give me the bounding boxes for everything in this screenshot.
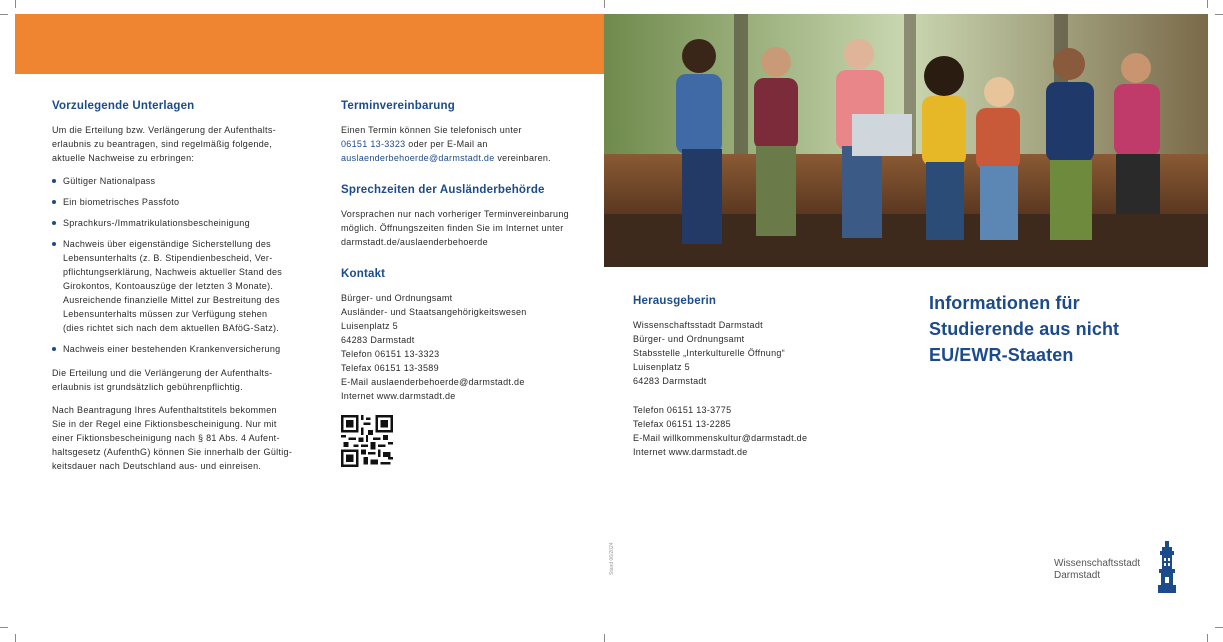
text-line: Ausreichende finanzielle Mittel zur Bestreitung des [63,295,280,305]
city-logo-text [1054,558,1140,582]
title-line: EU/EWR-Staaten [929,345,1074,365]
text-line: Sie in der Regel eine Fiktionsbescheinigung. Nur mit [52,419,277,429]
fold-mark [604,0,605,8]
documents-heading: Vorzulegende Unterlagen [52,100,195,112]
text-line: erlaubnis ist grundsätzlich gebührenpflichtig. [52,382,243,392]
text-line: Stabsstelle „Interkulturelle Öffnung“ [633,348,786,358]
list-item [52,237,302,335]
crop-mark [15,0,16,8]
text-line: erlaubnis zu beantragen, sind regelmäßig folgende, [52,139,273,149]
text-line: Ausländer- und Staatsangehörigkeitswesen [341,307,527,317]
text-line: Nachweis einer bestehenden Krankenversicherung [63,344,281,354]
documents-list [52,174,302,356]
crop-mark [1215,14,1223,15]
list-item [52,342,302,356]
text-line: Um die Erteilung bzw. Verlängerung der Aufenthalts- [52,125,276,135]
logo-line: Darmstadt [1054,570,1101,581]
text-line: Bürger- und Ordnungsamt [341,293,453,303]
title-line: Informationen für [929,293,1080,313]
text-line: Wissenschaftsstadt Darmstadt [633,320,763,330]
text-line: Telefon 06151 13-3775 [633,405,732,415]
appointment-heading: Terminvereinbarung [341,100,455,112]
crop-mark [0,14,8,15]
text-line: E-Mail willkommenskultur@darmstadt.de [633,433,808,443]
text-line: aktuelle Nachweise zu erbringen: [52,153,195,163]
logo-line: Wissenschaftsstadt [1054,558,1141,569]
text-line: Telefon 06151 13-3323 [341,349,440,359]
text-line: Luisenplatz 5 [633,362,690,372]
text-line: Lebensunterhalts müssen zur Verfügung stehen [63,309,268,319]
crop-mark [1207,634,1208,642]
text-line: E-Mail auslaenderbehoerde@darmstadt.de [341,377,525,387]
text-line: (dies richtet sich nach dem aktuellen BAföG-Satz). [63,323,280,333]
text-line: Nachweis über eigenständige Sicherstellung des [63,239,271,249]
text-line: 64283 Darmstadt [633,376,707,386]
contact-address [341,291,591,403]
text-line: 64283 Darmstadt [341,335,415,345]
text-line: Vorsprachen nur nach vorheriger Terminvereinbarung [341,209,569,219]
text-line: Telefax 06151 13-2285 [633,419,731,429]
text-line: einer Fiktionsbescheinigung nach § 81 Abs. 4 Aufent- [52,433,280,443]
text-line: Einen Termin können Sie telefonisch unter [341,125,522,135]
text-line: Sprachkurs-/Immatrikulationsbescheinigung [63,218,250,228]
crop-mark [0,627,8,628]
text-line: Telefax 06151 13-3589 [341,363,439,373]
contact-heading: Kontakt [341,268,386,280]
office-hours-heading: Sprechzeiten der Ausländerbehörde [341,184,545,196]
text-line: Luisenplatz 5 [341,321,398,331]
office-hours-text [341,207,591,249]
text-line: Nach Beantragung Ihres Aufenthaltstitels bekommen [52,405,277,415]
text-line: haltsgesetz (AufenthG) können Sie innerhalb der Gültig- [52,447,293,457]
cover-photo-students [604,14,1208,267]
text-line: Girokontos, Kontoauszüge der letzten 3 Monate). [63,281,274,291]
list-item [52,216,302,230]
text-line: Ein biometrisches Passfoto [63,197,180,207]
text-line: keitsdauer nach Deutschland aus- und einreisen. [52,461,262,471]
documents-intro [52,123,302,165]
appointment-phone-link[interactable]: 06151 13-3323 [341,139,406,149]
appointment-email-link[interactable]: auslaenderbehoerde@darmstadt.de [341,153,495,163]
list-item [52,174,302,188]
text-line: möglich. Öffnungszeiten finden Sie im Internet unter [341,223,564,233]
text-line: Internet www.darmstadt.de [341,391,456,401]
text-line: Lebensunterhalts (z. B. Stipendienbescheid, Ver- [63,253,273,263]
publisher-heading: Herausgeberin [633,295,717,307]
list-item [52,195,302,209]
text-line: Die Erteilung und die Verlängerung der Aufenthalts- [52,368,273,378]
text-line: darmstadt.de/auslaenderbehoerde [341,237,488,247]
text-line: vereinbaren. [494,153,551,163]
panel-publisher [633,294,883,468]
panel-contact [341,99,591,412]
publisher-address [633,318,883,388]
title-line: Studierende aus nicht [929,319,1120,339]
fiction-certificate-paragraph [52,403,302,473]
text-line: Gültiger Nationalpass [63,176,156,186]
text-line: oder per E-Mail an [405,139,488,149]
cover-title [929,290,1189,368]
panel-documents [52,99,302,482]
qr-code-icon [341,415,393,467]
crop-mark [15,634,16,642]
text-line: pflichtungserklärung, Nachweis aktueller Stand des [63,267,283,277]
crop-mark [1207,0,1208,8]
publisher-contact [633,403,883,459]
print-date-note: Stand 06/2024 [609,542,615,575]
darmstadt-tower-logo-icon [1157,541,1177,593]
fold-mark [604,634,605,642]
crop-mark [1215,627,1223,628]
fee-paragraph [52,366,302,394]
text-line: Bürger- und Ordnungsamt [633,334,745,344]
orange-header-band [15,14,604,74]
appointment-text [341,123,591,165]
text-line: Internet www.darmstadt.de [633,447,748,457]
